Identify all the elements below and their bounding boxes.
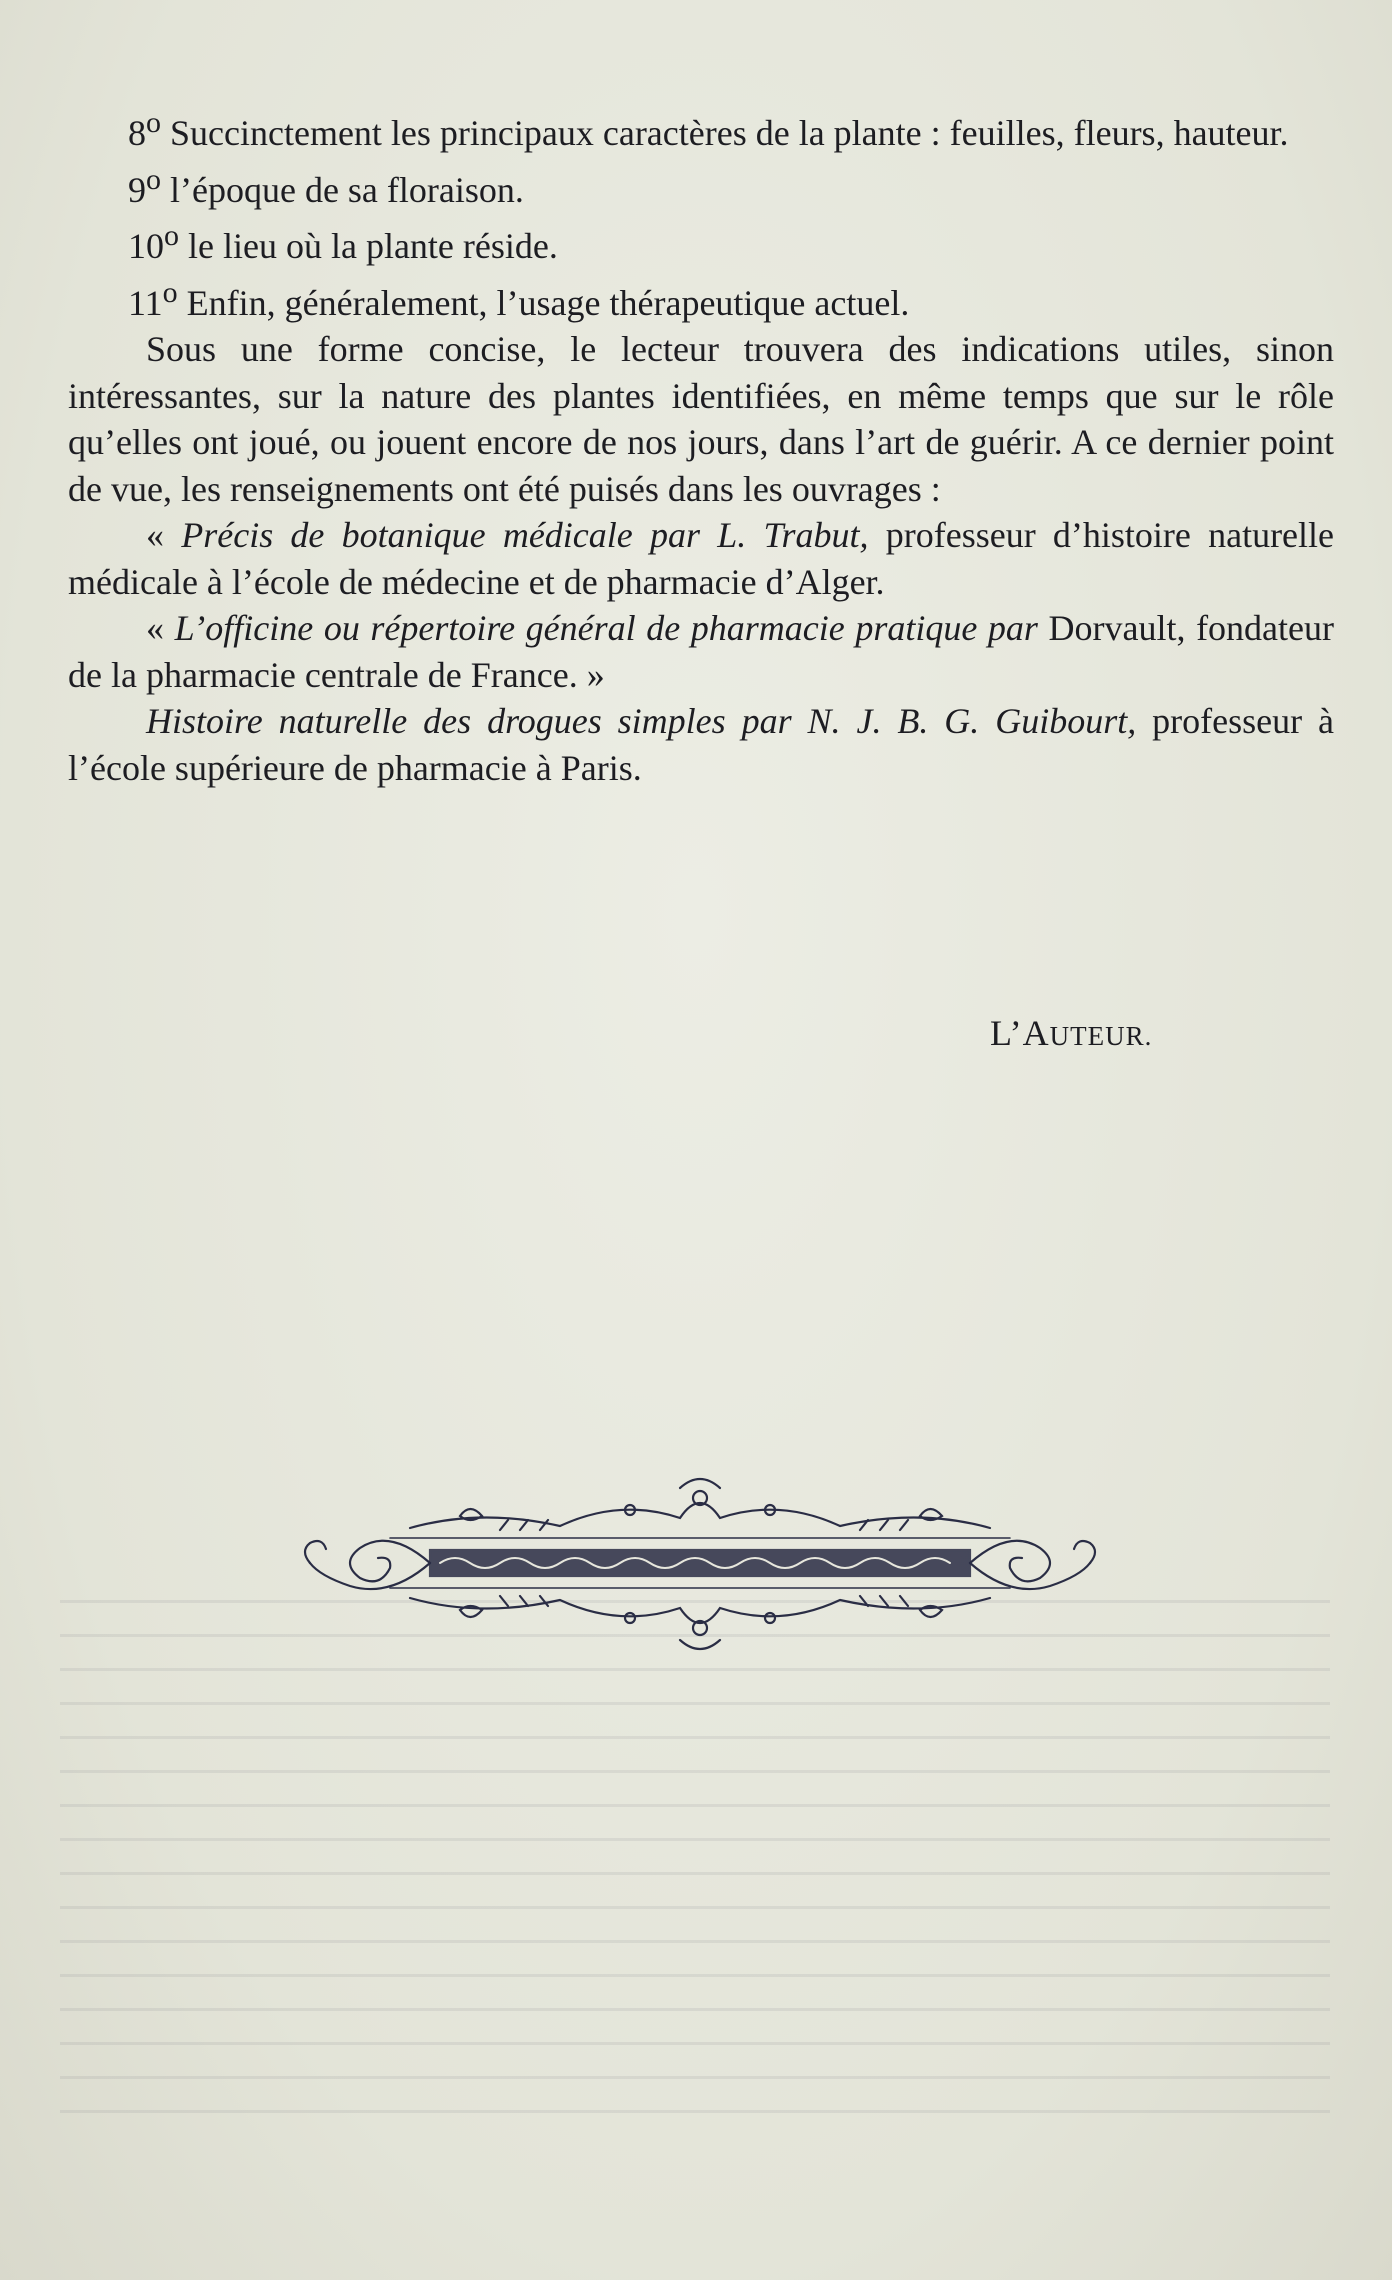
signature-initial: L’A — [990, 1013, 1050, 1053]
open-quote: « — [146, 515, 182, 555]
reference-detail: professeur d’histoire naturelle médicale à l’école de médecine et de pharmacie d’Alger. — [68, 515, 1335, 602]
list-item-10 — [68, 213, 1334, 270]
ordinal-mark: o — [146, 162, 161, 196]
item-number: 8 — [128, 113, 146, 153]
body-text — [68, 100, 1334, 791]
item-text: Succinctement les principaux caractères de la plante : feuilles, fleurs, hauteur. — [161, 113, 1289, 153]
ordinal-mark: o — [146, 106, 161, 139]
reference-detail: Dorvault, fondateur de la pharmacie centrale de France. » — [68, 608, 1335, 695]
reference-trabut — [68, 512, 1334, 605]
list-item-9 — [68, 157, 1334, 214]
ordinal-mark: o — [164, 219, 179, 252]
item-number: 9 — [128, 169, 146, 210]
signature-smallcaps: UTEUR. — [1049, 1021, 1153, 1051]
item-text: l’époque de sa floraison. — [161, 169, 524, 210]
reference-detail: professeur à l’école supérieure de pharmacie à Paris. — [68, 701, 1335, 788]
fleuron-ornament-icon — [280, 1468, 1120, 1658]
reference-title: L’officine ou répertoire général de pharmacie pratique par — [174, 608, 1038, 648]
reference-dorvault — [68, 605, 1334, 698]
reference-title: Précis de botanique médicale par L. Trabut, — [181, 515, 869, 555]
item-text: le lieu où la plante réside. — [179, 226, 558, 266]
item-text: Enfin, généralement, l’usage thérapeutique actuel. — [177, 282, 910, 323]
list-item-8 — [68, 100, 1334, 157]
open-quote: « — [146, 608, 175, 648]
ordinal-mark: o — [162, 275, 178, 309]
intro-paragraph: Sous une forme concise, le lecteur trouvera des indications utiles, sinon intéressantes, sur la nature des plantes identifiées, en même temps que sur le rôle qu’elles ont joué, ou jouent encore de nos jours, dans l’art de guérir. A ce dernier point de vue, les renseignements ont été puisés dans les ouvrages : — [68, 329, 1334, 509]
show-through-text — [60, 1600, 1330, 2120]
list-item-11 — [68, 270, 1334, 327]
item-number: 10 — [128, 226, 164, 266]
reference-title: Histoire naturelle des drogues simples par N. J. B. G. Guibourt, — [146, 701, 1137, 741]
author-signature — [990, 1012, 1152, 1054]
item-number: 11 — [128, 282, 163, 323]
reference-guibourt — [68, 698, 1334, 791]
